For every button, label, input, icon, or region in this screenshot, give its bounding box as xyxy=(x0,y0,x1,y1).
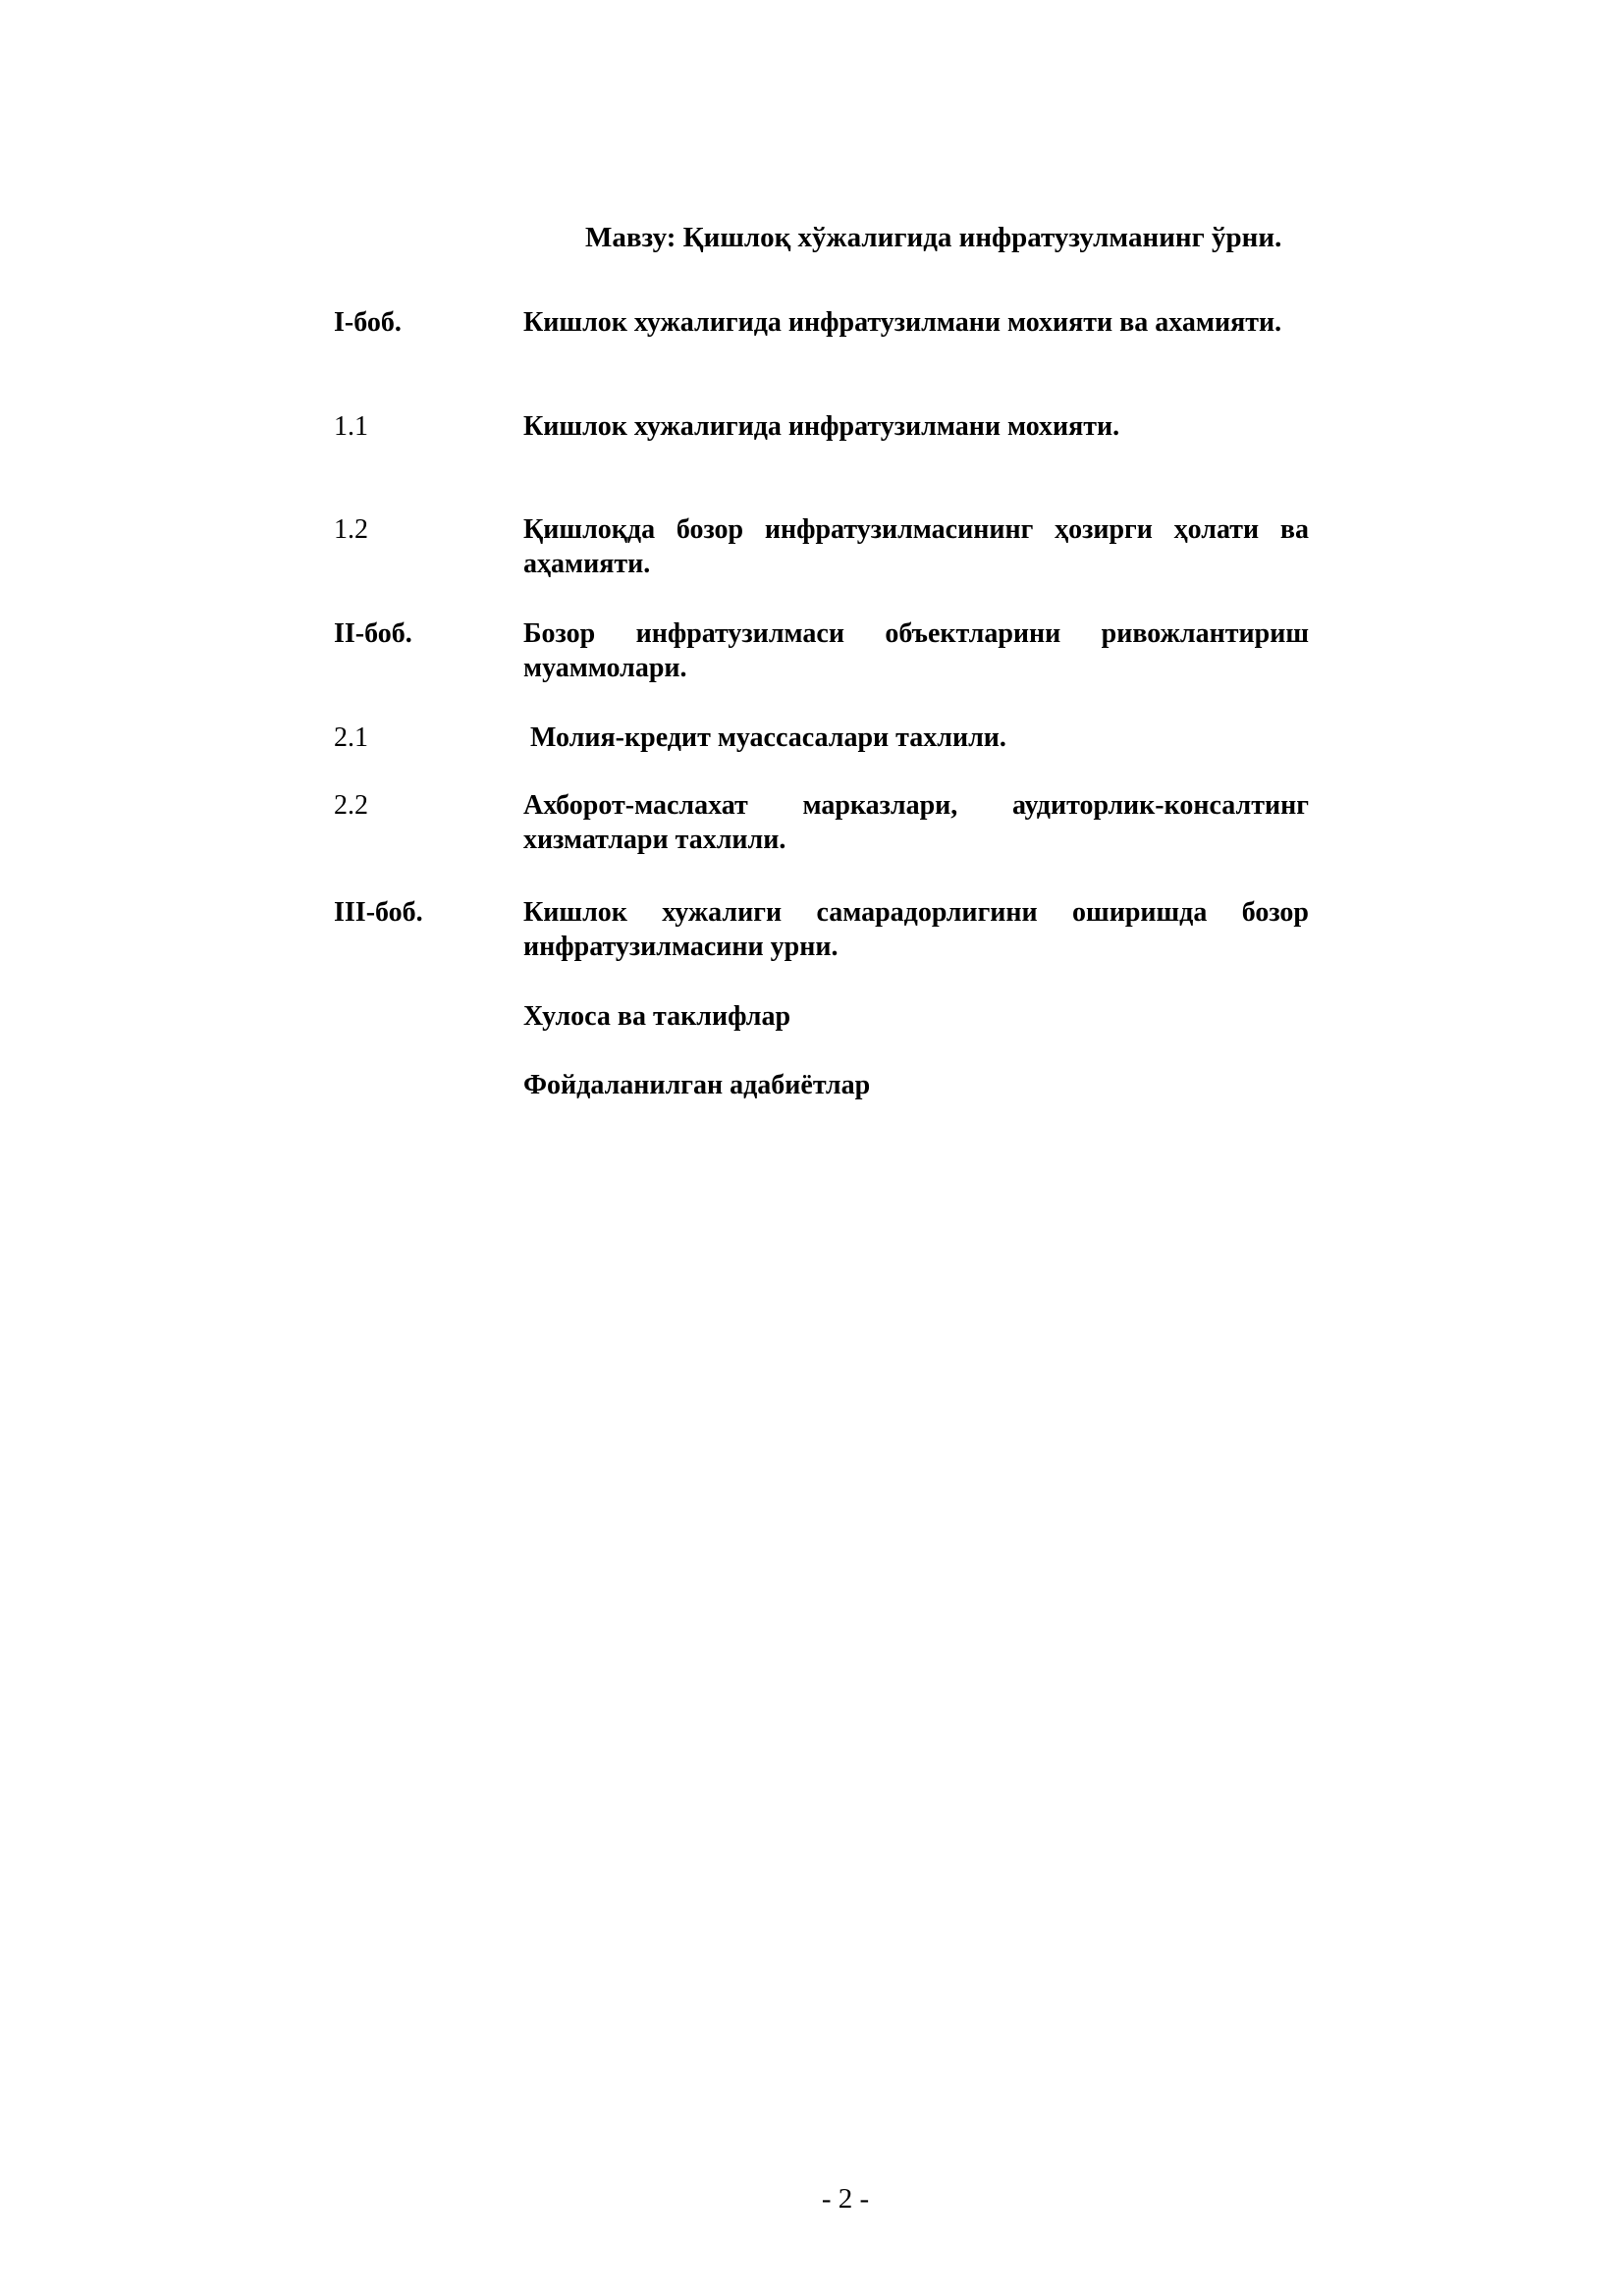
toc-entry-label: I-боб. xyxy=(334,307,402,338)
toc-entry-title: Қишлоқда бозор инфратузилмасининг ҳозирги ҳолати ва аҳамияти. xyxy=(523,514,1309,579)
toc-entry-label: III-боб. xyxy=(334,897,423,928)
page-number: - 2 - xyxy=(821,2183,870,2215)
toc-entry-title: Кишлок хужалигида инфратузилмани мохияти ва ахамияти. xyxy=(523,307,1282,338)
page-title: Мавзу: Қишлоқ хўжалигида инфратузулманинг ўрни. xyxy=(585,222,1282,253)
toc-entry-label: 2.2 xyxy=(334,790,368,821)
toc-entry-title: Ахборот-маслахат марказлари, аудиторлик-консалтинг хизматлари тахлили. xyxy=(523,790,1309,855)
toc-entry-label: 2.1 xyxy=(334,722,368,753)
toc-entry-title: Молия-кредит муассасалари тахлили. xyxy=(530,722,1006,753)
toc-entry-title: Хулоса ва таклифлар xyxy=(523,1001,791,1032)
toc-entry-label: II-боб. xyxy=(334,618,412,649)
toc-entry-label: 1.2 xyxy=(334,514,368,545)
toc-entry-title: Бозор инфратузилмаси объектларини ривожлантириш муаммолари. xyxy=(523,618,1309,683)
toc-entry-title: Кишлок хужалигида инфратузилмани мохияти. xyxy=(523,411,1120,442)
toc-entry-label: 1.1 xyxy=(334,411,368,442)
toc-entry-title: Фойдаланилган адабиётлар xyxy=(523,1070,871,1100)
toc-entry-title: Кишлок хужалиги самарадорлигини оширишда бозор инфратузилмасини урни. xyxy=(523,897,1309,962)
